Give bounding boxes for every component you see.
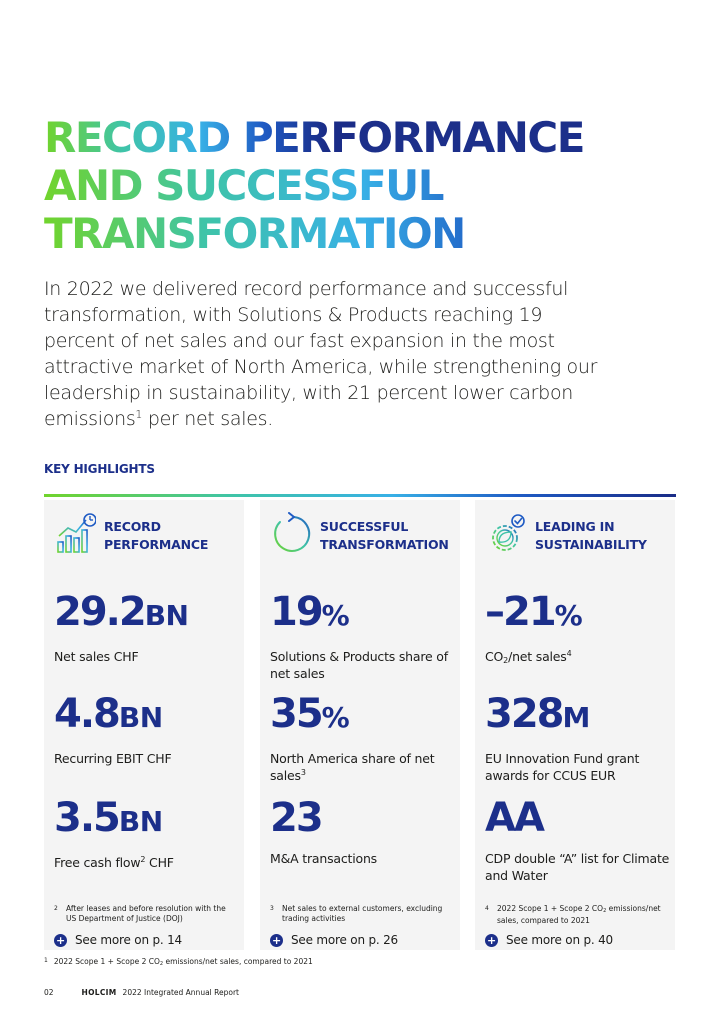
plus-icon: + [486, 933, 497, 947]
metric-value [485, 692, 671, 740]
metric-unit: % [554, 599, 583, 632]
column-footnote [270, 904, 456, 924]
footnote-text: After leases and before resolution with the US Department of Justice (DOJ) [66, 904, 226, 923]
see-more-label: See more on p. 14 [75, 933, 182, 947]
metric-label-text: Free cash flow [54, 855, 141, 870]
metric-unit: % [321, 701, 350, 734]
footnote-ref: 3 [300, 768, 306, 777]
footnote-text [497, 904, 667, 926]
highlight-column-record-performance [44, 500, 244, 950]
metric-number: 3.5 [54, 795, 119, 841]
column-title-line-1: RECORD [104, 519, 161, 534]
metric-label [485, 648, 671, 665]
headline-line-1 [44, 114, 684, 162]
column-header [483, 510, 673, 560]
page-footnote [44, 957, 313, 967]
metric-value [270, 796, 456, 840]
metric-unit: % [321, 599, 350, 632]
metric-label [270, 750, 456, 784]
metric-number: 23 [270, 795, 322, 841]
metric-value [54, 590, 240, 638]
metric-number: 19 [270, 589, 322, 635]
metric-label: Solutions & Products share of net sales [270, 649, 448, 681]
column-title [104, 518, 208, 554]
metric-number: –21 [485, 589, 555, 635]
metric-recurring-ebit [54, 692, 240, 767]
column-title-line-2: SUSTAINABILITY [535, 537, 647, 552]
metric-free-cash-flow [54, 796, 240, 871]
metric-label: EU Innovation Fund grant awards for CCUS EUR [485, 751, 640, 783]
metric-north-america-share [270, 692, 456, 784]
page-footer [44, 988, 239, 997]
metric-eu-innovation-fund [485, 692, 671, 784]
metric-label: M&A transactions [270, 851, 377, 866]
column-title-line-2: PERFORMANCE [104, 537, 209, 552]
footnote-number: 4 [485, 905, 489, 912]
column-header [52, 510, 242, 560]
metric-label: CDP double “A” list for Climate and Water [485, 851, 670, 883]
footnote-text: Net sales to external customers, excluding trading activities [282, 904, 443, 923]
page-headline [44, 114, 684, 258]
metric-solutions-products-share [270, 590, 456, 682]
brand-name: HOLCIM [81, 988, 117, 997]
subscript: 2 [603, 908, 607, 914]
intro-footnote-ref: 1 [135, 408, 143, 421]
footnote-text-b: emissions/net sales, compared to 2021 [163, 957, 313, 966]
footnote-number: 2 [54, 905, 58, 912]
metric-unit: M [562, 701, 590, 734]
metric-value [485, 590, 671, 638]
headline-line-3: TRANSFORMATION [44, 210, 684, 258]
report-title: 2022 Integrated Annual Report [122, 988, 239, 997]
footnote-text-a: 2022 Scope 1 + Scope 2 CO [497, 904, 604, 913]
metric-ma-transactions [270, 796, 456, 867]
headline-line-2: AND SUCCESSFUL [44, 162, 684, 210]
plus-icon: + [55, 933, 66, 947]
column-title [320, 518, 449, 554]
footnote-text-a: 2022 Scope 1 + Scope 2 CO [53, 957, 160, 966]
metric-label: Recurring EBIT CHF [54, 751, 172, 766]
metric-number: 328 [485, 691, 563, 737]
metric-number: AA [485, 795, 543, 841]
see-more-link[interactable] [485, 932, 613, 948]
column-title-line-1: LEADING IN [535, 519, 615, 534]
metric-co2-net-sales [485, 590, 671, 665]
headline-line-1-dark: ORMANCE [357, 113, 584, 162]
key-highlights-title: KEY HIGHLIGHTS [44, 462, 155, 476]
metric-unit: BN [118, 701, 163, 734]
bar-chart-growth-icon [56, 512, 96, 556]
metric-number: 35 [270, 691, 322, 737]
column-header [268, 510, 458, 560]
metric-value [270, 590, 456, 638]
metric-value [54, 796, 240, 844]
column-footnote [54, 904, 240, 924]
circular-arrow-icon [272, 512, 312, 556]
footnote-ref: 2 [140, 855, 146, 864]
gradient-divider [44, 494, 676, 497]
eco-gear-icon [487, 512, 527, 556]
intro-paragraph [44, 276, 604, 432]
see-more-label: See more on p. 40 [506, 933, 613, 947]
column-title-line-1: SUCCESSFUL [320, 519, 409, 534]
metric-label-text-end: CHF [145, 855, 174, 870]
metric-net-sales [54, 590, 240, 665]
metric-value [270, 692, 456, 740]
footnote-text-b: emissions/net sales, compared to 2021 [497, 904, 661, 925]
column-footnote [485, 904, 671, 926]
metric-value [54, 692, 240, 740]
headline-line-1-gradient: RECORD PERF [44, 113, 358, 162]
highlight-column-successful-transformation [260, 500, 460, 950]
metric-cdp-rating [485, 796, 671, 884]
metric-label: Net sales CHF [54, 649, 139, 664]
metric-unit: BN [144, 599, 189, 632]
see-more-link[interactable] [54, 932, 182, 948]
metric-label-text-end: /net sales [508, 649, 567, 664]
subscript: 2 [503, 656, 509, 665]
column-title-line-2: TRANSFORMATION [320, 537, 449, 552]
metric-label-text: CO [485, 649, 504, 664]
metric-label [54, 854, 240, 871]
highlight-column-leading-sustainability [475, 500, 675, 950]
metric-label-text: North America share of net sales [270, 751, 435, 783]
footnote-ref: 4 [566, 649, 572, 658]
see-more-label: See more on p. 26 [291, 933, 398, 947]
footnote-number: 1 [44, 957, 48, 964]
metric-unit: BN [118, 805, 163, 838]
metric-value [485, 796, 671, 840]
metric-number: 29.2 [54, 589, 145, 635]
subscript: 2 [159, 961, 164, 967]
metric-number: 4.8 [54, 691, 119, 737]
page-number: 02 [44, 988, 54, 997]
column-title [535, 518, 647, 554]
intro-text-end: per net sales. [142, 408, 273, 430]
footnote-number: 3 [270, 905, 274, 912]
plus-icon: + [271, 933, 282, 947]
intro-text: In 2022 we delivered record performance and successful transformation, with Solutions & Products reaching 19 percent of net sales and our fast expansion in the most attractive market of North America, while strengthening our leadership in sustainability, with 21 percent lower carbon emissions [44, 278, 598, 430]
see-more-link[interactable] [270, 932, 398, 948]
